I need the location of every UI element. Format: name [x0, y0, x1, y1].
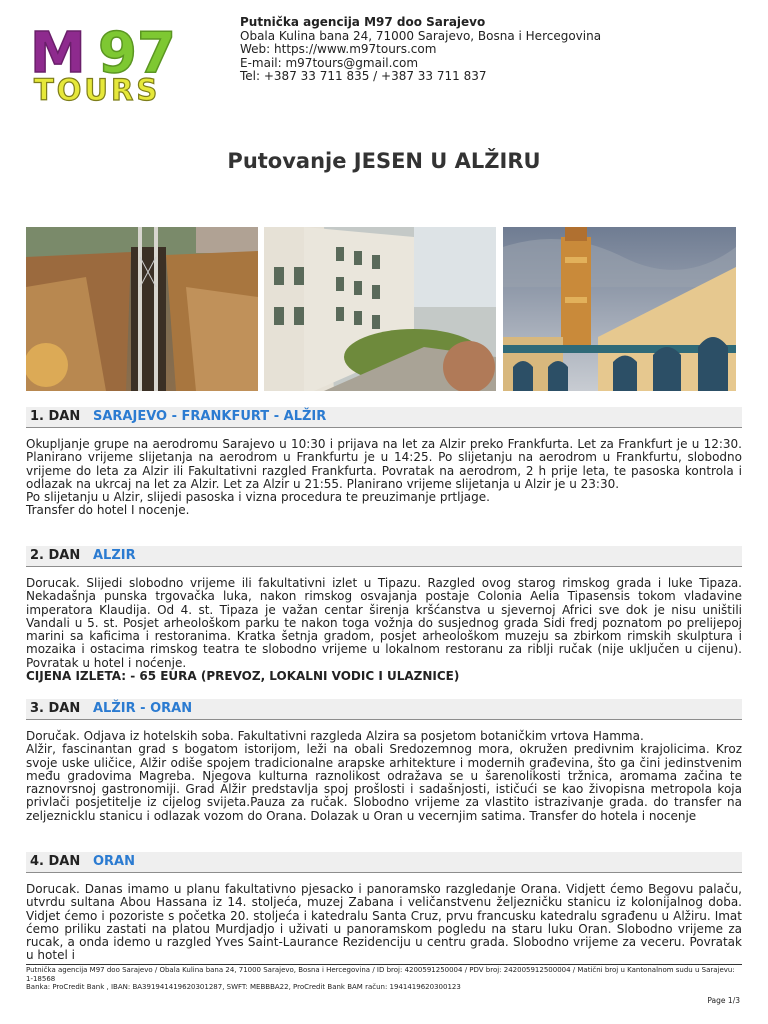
page-number: Page 1/3: [707, 996, 740, 1005]
footer: [26, 966, 742, 992]
photo-oran-mosque: [503, 227, 736, 391]
day-number: 2. DAN: [30, 548, 81, 563]
day-route: ORAN: [93, 854, 136, 869]
day-route: ALŽIR - ORAN: [93, 701, 193, 716]
footer-bank-info: Banka: ProCredit Bank , IBAN: BA391941419620301287, SWFT: MEBBBA22, ProCredit Bank BAM račun: 1941419620300123: [26, 983, 461, 991]
agency-address: Obala Kulina bana 24, 71000 Sarajevo, Bosna i Hercegovina: [240, 28, 602, 43]
day-number: 4. DAN: [30, 854, 81, 869]
day-number: 3. DAN: [30, 701, 81, 716]
day-1-paragraph-2: Po slijetanju u Alzir, slijedi pasoska i vizna procedura te preuzimanje prtljage.: [26, 490, 490, 505]
logo-97: 97: [98, 21, 176, 86]
day-3-paragraph-1: Doručak. Odjava iz hotelskih soba. Fakultativni razgleda Alzira sa posjetom botaničkim vrtova Hamma.: [26, 729, 644, 743]
day-1-body: [26, 438, 742, 518]
logo-m: M: [30, 21, 86, 86]
day-3-body: [26, 730, 742, 823]
agency-tel: Tel: +387 33 711 835 / +387 33 711 837: [240, 69, 487, 84]
agency-name: Putnička agencija M97 doo Sarajevo: [240, 15, 486, 29]
photo-constantine-bridge: [26, 227, 258, 391]
day-3-paragraph-2: Alžir, fascinantan grad s bogatom istorijom, leži na obali Sredozemnog mora, okružen predivnim krajolicima. Kroz svoje uske uličice, Alžir odiše spojem tradicionalne arapske arhitekture i modernih građevina, što ga čini jedinstvenim među gradovima Magreba. Njegova kulturna raznolikost odražava se u šarenolikosti tržnica, aromama začina te raznovrsnoj gastronomiji. Grad Alžir predstavlja spoj prošlosti i sadašnjosti, ističući se kao živopisna metropola koja privlači posjetitelje iz cijelog svijeta.Pauza za ručak. Slobodno vrijeme za vlastito istrazivanje grada. do transfer na zeljeznicklu stanicu i odlazak vozom do Orana. Dolazak u Oran u vecernjim satima. Transfer do hotela i nocenje: [26, 742, 742, 823]
day-route: SARAJEVO - FRANKFURT - ALŽIR: [93, 409, 327, 424]
agency-contact: [240, 16, 601, 84]
excursion-price: CIJENA IZLETA: - 65 EURA (PREVOZ, LOKALNI VODIC I ULAZNICE): [26, 669, 460, 684]
day-2-paragraph-1: Dorucak. Slijedi slobodno vrijeme ili fakultativni izlet u Tipazu. Razgled ovog starog rimskog grada i luke Tipaza. Nekadašnja punska trgovačka luka, nakon rimskog osvajanja postaje Colonia Aelia Tipasensis tokom vladavine imperatora Klaudija. Od 4. st. Tipaza je važan centar širenja kršćanstva u sjevernoj Africi sve dok je nisu uništili Vandali u 5. st. Posjet arheološkom parku te nakon toga vožnja do susjednog grada Sidi fredj poznatom po prelijepoj marini sa kaficima i restoranima. Kratka šetnja gradom, posjet arheološkom muzeju sa zbirkom rimskih skulptura i mozaika i ostacima rimskog teatra te slobodno vrijeme u lokalnom restoranu za riblji ručak (nije uključen u cijenu). Povratak u hotel i noćenje.: [26, 576, 742, 670]
day-4-header: [26, 852, 742, 873]
footer-divider: [26, 964, 742, 965]
day-route: ALZIR: [93, 548, 136, 563]
agency-web[interactable]: Web: https://www.m97tours.com: [240, 42, 437, 57]
day-1-paragraph-3: Transfer do hotel I nocenje.: [26, 503, 190, 518]
photo-algiers-street: [264, 227, 496, 391]
day-3-header: [26, 699, 742, 720]
logo-tours: TOURS: [34, 73, 161, 104]
day-number: 1. DAN: [30, 409, 81, 424]
day-1-paragraph-1: Okupljanje grupe na aerodromu Sarajevo u 10:30 i prijava na let za Alzir preko Frankfurta. Let za Frankfurt je u 12:30. Planirano vrijeme slijetanja na aerodrom u Frankfurtu je u 14:25. Po slijetanju na aerodrom u Frankfurtu, slobodno vrijeme do leta za Alzir ili Fakultativni razgled Frankfurta. Povratak na aerodrom, 2 h prije leta, te pasoska kontrola i odlazak na ukrcaj na let za Alzir. Let za Alzir u 21:55. Planirano vrijeme slijetanja u Alzir je u 23:30.: [26, 437, 742, 491]
day-2-header: [26, 546, 742, 567]
day-4-paragraph-1: Dorucak. Danas imamo u planu fakultativno pjesacko i panoramsko razgledanje Orana. Vidjett ćemo Begovu palaču, utvrdu sultana Abou Hassana iz 14. stoljeća, muzej Zabana i veličanstvenu željezničku stanicu iz kolonijalnog doba. Vidjet ćemo i pozoriste s početka 20. stoljeća i katedralu Santa Cruz, prvu francusku katedralu sgrađenu u Alžiru. Imat ćemo priliku zastati na platou Murdjadjo i uživati u panoramskom pogledu na staru luku Oran. Slobodno vrijeme za rucak, a onda idemo u razgled Yves Saint-Laurance Rezidenciju u centru grada. Slobodno vrijeme za veceru. Povratak u hotel i: [26, 882, 742, 963]
m97-tours-logo: [26, 20, 208, 104]
day-2-body: [26, 577, 742, 683]
page-title: Putovanje JESEN U ALŽIRU: [227, 149, 541, 173]
day-1-header: [26, 407, 742, 428]
footer-company-info: Putnička agencija M97 doo Sarajevo / Obala Kulina bana 24, 71000 Sarajevo, Bosna i Hercegovina / ID broj: 4200591250004 / PDV broj: 242005912500004 / Matični broj u Kantonalnom sudu u Sarajevu: 1-18568: [26, 966, 735, 983]
day-4-body: [26, 883, 742, 963]
agency-email[interactable]: E-mail: m97tours@gmail.com: [240, 55, 419, 70]
